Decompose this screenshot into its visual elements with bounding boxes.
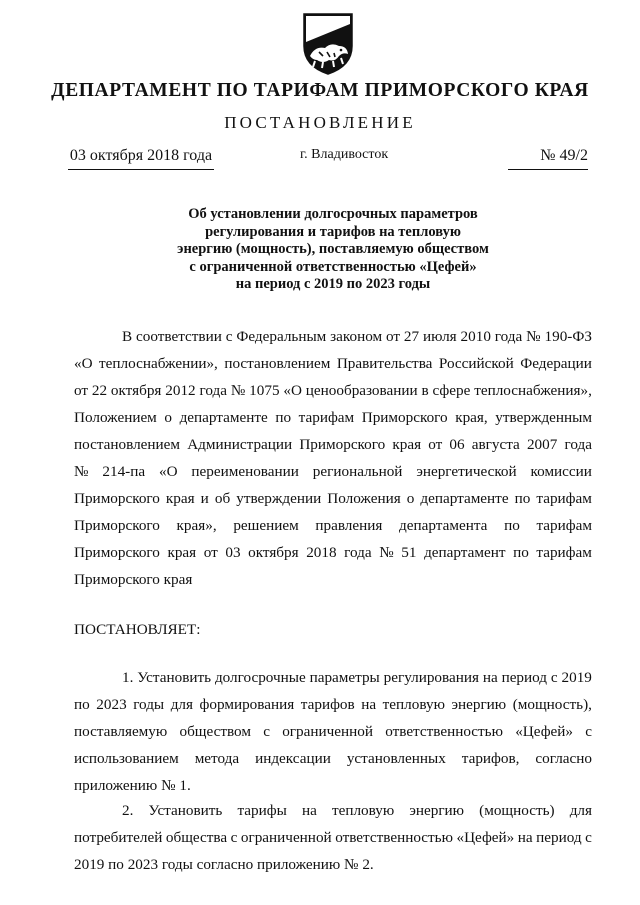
word: 2018	[306, 544, 337, 561]
word: 190-ФЗ	[544, 328, 592, 345]
paragraph-line	[74, 539, 592, 566]
word: утвержденным	[495, 409, 592, 426]
paragraph-line	[74, 350, 592, 377]
word: на	[301, 802, 317, 819]
word: сфере	[432, 382, 471, 399]
word: использованием	[74, 750, 179, 767]
word: 03	[225, 544, 241, 561]
word: департаменте	[420, 490, 509, 507]
word: Положением	[74, 409, 157, 426]
word: тарифам	[298, 409, 355, 426]
word: 27	[403, 328, 420, 345]
word: по	[275, 409, 292, 426]
word: Положения	[327, 490, 401, 507]
word: по	[74, 696, 90, 713]
word: года	[199, 382, 227, 399]
word: «Цефей»	[515, 723, 573, 740]
word: индексации	[255, 750, 331, 767]
word: и	[200, 490, 209, 507]
word: на	[517, 829, 533, 846]
word: октября	[248, 544, 299, 561]
word: утверждении	[236, 490, 322, 507]
word: края,	[455, 409, 488, 426]
word: региональной	[312, 463, 403, 480]
word: года	[494, 328, 523, 345]
word: правления	[315, 517, 383, 534]
paragraph-line	[74, 458, 592, 485]
word: теплоснабжения»,	[474, 382, 592, 399]
word: на	[361, 696, 377, 713]
word: края»,	[176, 517, 217, 534]
word: тепловую	[331, 802, 395, 819]
word: «О	[283, 382, 302, 399]
word: Приморского	[74, 490, 160, 507]
word: департаменте	[179, 409, 268, 426]
word: энергию	[451, 696, 507, 713]
word: параметры	[309, 669, 380, 686]
word: тарифов	[300, 696, 355, 713]
word: постановлением	[74, 436, 181, 453]
word: департамент	[424, 544, 506, 561]
word: о	[164, 409, 172, 426]
word: тарифам	[536, 490, 592, 507]
word: Установить	[148, 802, 223, 819]
word: Установить	[137, 669, 212, 686]
paragraph-line	[74, 377, 592, 404]
subject-line: на период с 2019 по 2023 годы	[235, 276, 431, 292]
word: период	[501, 669, 548, 686]
word: долгосрочные	[214, 669, 306, 686]
word: департамента	[399, 517, 488, 534]
word: октября	[110, 382, 162, 399]
paragraph-line	[74, 323, 592, 350]
word: комиссии	[530, 463, 592, 480]
word: Правительства	[336, 355, 433, 372]
word: года	[564, 436, 592, 453]
word: постановлением	[224, 355, 331, 372]
word: ответственностью	[335, 829, 453, 846]
paragraph-line	[74, 797, 592, 824]
word: 2023	[96, 696, 127, 713]
paragraph-line: Приморского края	[74, 571, 193, 588]
word: 2019	[561, 669, 592, 686]
paragraph-line	[74, 512, 592, 539]
paragraph-line	[74, 718, 592, 745]
word: законом	[330, 328, 383, 345]
word: установленных	[346, 750, 446, 767]
preamble-paragraph	[74, 323, 592, 593]
department-title: ДЕПАРТАМЕНТ ПО ТАРИФАМ ПРИМОРСКОГО КРАЯ	[51, 80, 589, 101]
word: тепловую	[382, 696, 445, 713]
document-date: 03 октября 2018 года	[68, 147, 214, 170]
word: переименовании	[191, 463, 299, 480]
decree-item-1	[74, 664, 592, 799]
word: №	[379, 544, 394, 561]
word: года	[344, 544, 372, 561]
word: с	[225, 328, 233, 345]
word: Приморского	[299, 436, 386, 453]
word: поставляемую	[74, 723, 168, 740]
word: решением	[233, 517, 299, 534]
word: от	[74, 382, 89, 399]
word: тарифам	[536, 544, 592, 561]
paragraph-line	[74, 664, 592, 691]
word: о	[406, 490, 415, 507]
word: для	[569, 802, 592, 819]
word: энергетической	[416, 463, 517, 480]
word: Российской	[438, 355, 514, 372]
paragraph-line: приложению № 1.	[74, 777, 191, 794]
paragraph-line	[74, 691, 592, 718]
word: теплоснабжении»,	[99, 355, 218, 372]
paragraph-line	[74, 745, 592, 772]
subject-line: Об установлении долгосрочных параметров	[188, 206, 478, 222]
word: Приморского	[74, 517, 160, 534]
word: ограниченной	[282, 723, 373, 740]
word: 51	[401, 544, 417, 561]
word: годы	[133, 696, 165, 713]
word: Федеральным	[236, 328, 327, 345]
word: 2007	[526, 436, 558, 453]
word: согласно	[535, 750, 592, 767]
word: от	[203, 544, 218, 561]
word: по	[504, 517, 520, 534]
word: общества	[165, 829, 228, 846]
word: для	[170, 696, 193, 713]
coat-of-arms-emblem	[301, 12, 355, 76]
word: формирования	[199, 696, 295, 713]
word: тарифам	[536, 517, 592, 534]
word: тарифы	[237, 802, 287, 819]
word: 214-па	[102, 463, 146, 480]
word: 22	[91, 382, 108, 399]
word: августа	[471, 436, 520, 453]
word: «О	[74, 355, 93, 372]
word: по	[513, 544, 529, 561]
word: регулирования	[383, 669, 479, 686]
word: №	[74, 463, 89, 480]
word: 2010	[460, 328, 491, 345]
word: по	[514, 490, 531, 507]
word: №	[230, 382, 246, 399]
word: 2012	[165, 382, 196, 399]
word: ценообразовании	[305, 382, 418, 399]
word: об	[214, 490, 231, 507]
subject-line: с ограниченной ответственностью «Цефей»	[189, 258, 477, 275]
word: в	[421, 382, 429, 399]
word: Приморского	[74, 544, 160, 561]
word: края	[392, 436, 422, 453]
word: энергию	[409, 802, 465, 819]
document-type: ПОСТАНОВЛЕНИЕ	[224, 113, 416, 132]
word: 1075	[249, 382, 280, 399]
word: метода	[194, 750, 240, 767]
word: №	[526, 328, 541, 345]
word: 2.	[122, 802, 134, 819]
paragraph-line	[74, 485, 592, 512]
paragraph-line	[74, 431, 592, 458]
word: 06	[449, 436, 465, 453]
word: края	[165, 490, 195, 507]
word: края	[167, 544, 197, 561]
paragraph-line	[74, 404, 592, 431]
word: соответствии	[136, 328, 222, 345]
document-number: № 49/2	[508, 147, 588, 170]
subject-line: энергию (мощность), поставляемую обществом	[177, 241, 489, 257]
document-subject	[120, 206, 546, 294]
word: «О	[158, 463, 178, 480]
word: июля	[422, 328, 457, 345]
decree-item-2	[74, 797, 592, 878]
word: с	[585, 829, 592, 846]
word: от	[386, 328, 401, 345]
paragraph-line: 2019 по 2023 годы согласно приложению № 2.	[74, 856, 374, 873]
word: В	[122, 328, 133, 345]
word: от	[428, 436, 443, 453]
document-city: г. Владивосток	[300, 147, 389, 162]
word: потребителей	[74, 829, 163, 846]
word: период	[536, 829, 582, 846]
word: Федерации	[520, 355, 592, 372]
word: с	[263, 723, 270, 740]
decree-word: ПОСТАНОВЛЯЕТ:	[74, 621, 201, 638]
word: «Цефей»	[456, 829, 515, 846]
word: с	[585, 723, 592, 740]
paragraph-line	[74, 824, 592, 851]
word: на	[482, 669, 498, 686]
word: с	[550, 669, 558, 686]
word: (мощность),	[512, 696, 592, 713]
word: ответственностью	[385, 723, 503, 740]
word: 1.	[122, 669, 134, 686]
word: с	[230, 829, 238, 846]
word: обществом	[179, 723, 251, 740]
word: тарифов,	[461, 750, 520, 767]
word: ограниченной	[240, 829, 332, 846]
word: (мощность)	[479, 802, 555, 819]
subject-line: регулирования и тарифов на тепловую	[205, 223, 461, 240]
word: Приморского	[361, 409, 448, 426]
word: Администрации	[187, 436, 293, 453]
